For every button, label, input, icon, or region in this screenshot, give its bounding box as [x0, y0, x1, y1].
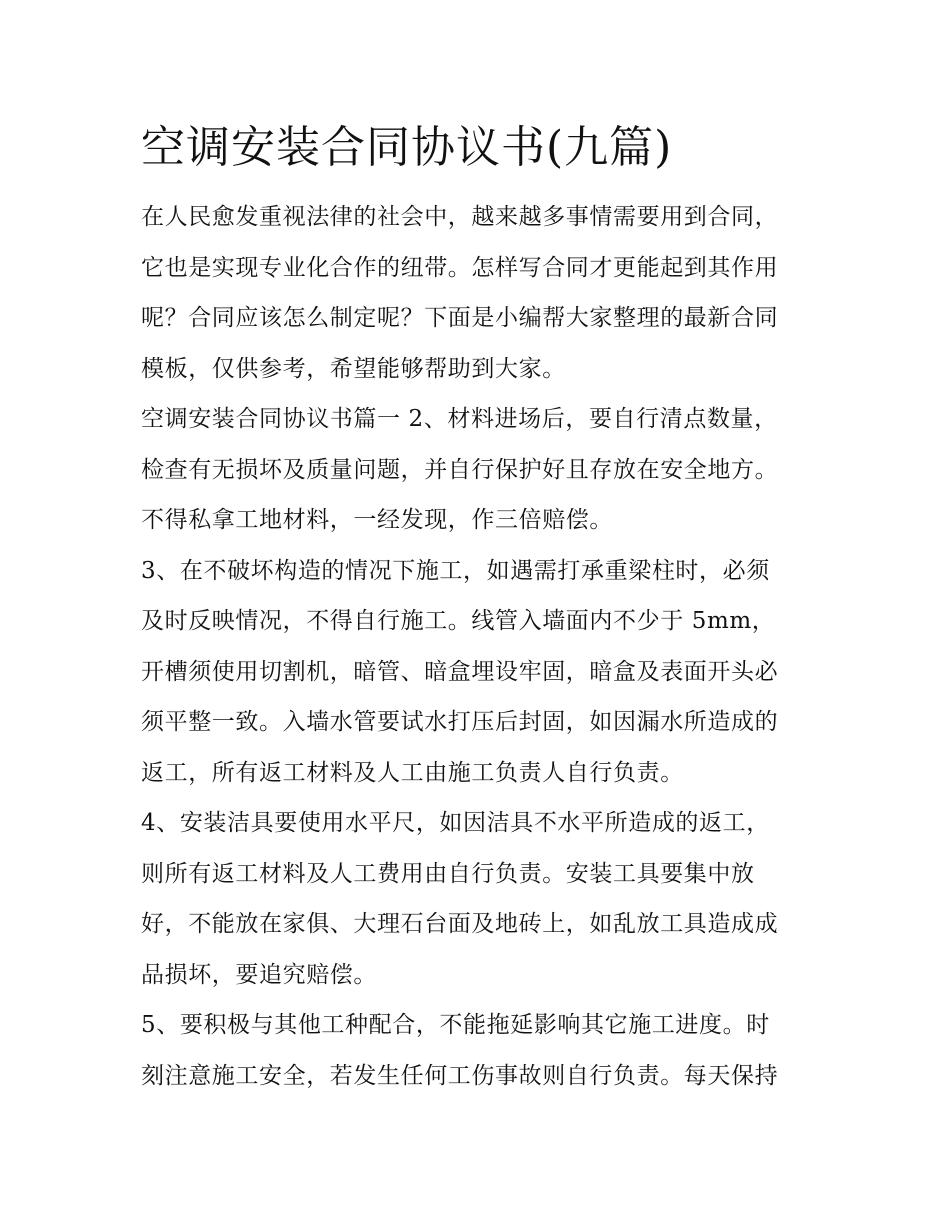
paragraph-item-4 — [141, 798, 831, 1000]
paragraph-intro — [141, 192, 831, 394]
text-line: 开槽须使用切割机，暗管、暗盒埋设牢固，暗盒及表面开头必 — [141, 658, 779, 685]
text-line: 在人民愈发重视法律的社会中，越来越多事情需要用到合同， — [141, 204, 779, 230]
text-line: 模板，仅供参考，希望能够帮助到大家。 — [141, 355, 566, 382]
text-line: 5、要积极与其他工种配合，不能拖延影响其它施工进度。时 — [141, 1012, 770, 1038]
text-line: 检查有无损坏及质量问题，并自行保护好且存放在安全地方。 — [141, 456, 779, 483]
text-line: 呢？合同应该怎么制定呢？下面是小编帮大家整理的最新合同 — [141, 305, 779, 331]
text-line: 空调安装合同协议书篇一 2、材料进场后，要自行清点数量， — [141, 406, 778, 432]
text-line: 刻注意施工安全，若发生任何工伤事故则自行负责。每天保持 — [141, 1062, 779, 1089]
text-line: 须平整一致。入墙水管要试水打压后封固，如因漏水所造成的 — [141, 709, 779, 735]
paragraph-item-3 — [141, 546, 831, 799]
text-line: 3、在不破坏构造的情况下施工，如遇需打承重梁柱时，必须 — [141, 557, 770, 584]
paragraph-item-5 — [141, 1000, 831, 1101]
text-line: 及时反映情况，不得自行施工。线管入墙面内不少于 5mm， — [141, 608, 776, 634]
text-line: 好，不能放在家俱、大理石台面及地砖上，如乱放工具造成成 — [141, 911, 779, 937]
text-line: 返工，所有返工材料及人工由施工负责人自行负责。 — [141, 759, 684, 786]
text-line: 品损坏，要追究赔偿。 — [141, 961, 377, 988]
text-line: 则所有返工材料及人工费用由自行负责。安装工具要集中放 — [141, 860, 755, 887]
document-title: 空调安装合同协议书(九篇) — [141, 122, 673, 173]
text-line: 它也是实现专业化合作的纽带。怎样写合同才更能起到其作用 — [141, 254, 779, 281]
text-line: 4、安装洁具要使用水平尺，如因洁具不水平所造成的返工， — [141, 810, 770, 836]
text-line: 不得私拿工地材料，一经发现，作三倍赔偿。 — [141, 507, 613, 533]
document-body — [141, 118, 831, 1101]
paragraph-item-2 — [141, 394, 831, 546]
